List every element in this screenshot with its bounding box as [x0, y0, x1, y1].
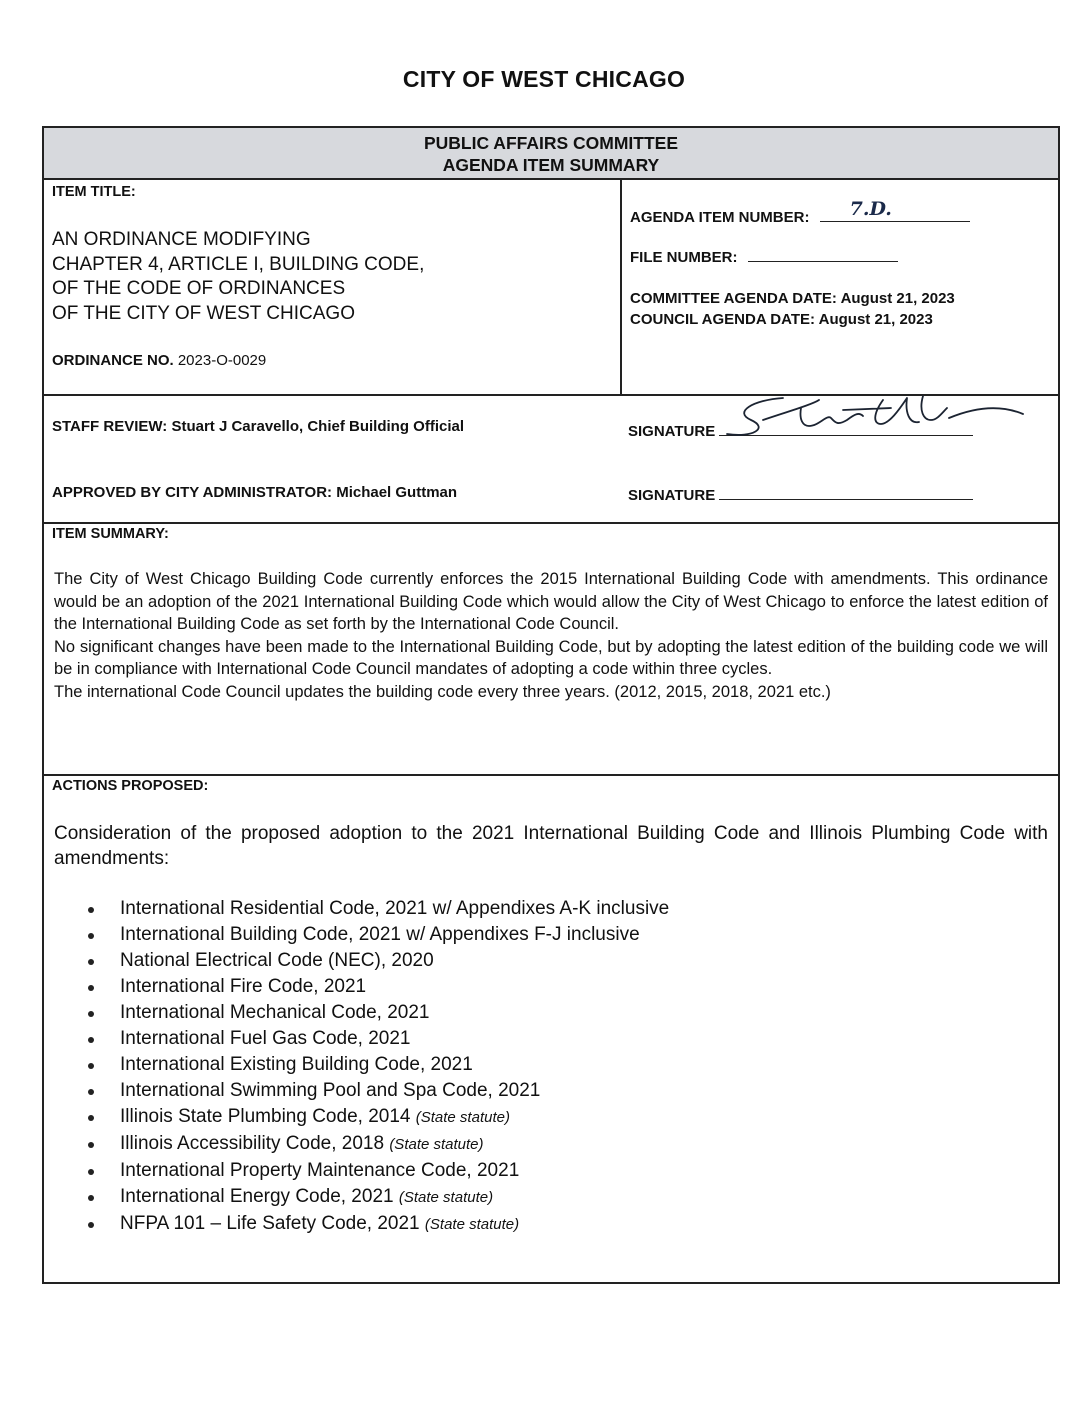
council-date-value: August 21, 2023 — [818, 311, 933, 328]
adopted-code-item — [84, 922, 984, 948]
adopted-code-item — [84, 1052, 984, 1078]
staff-signature-label: SIGNATURE — [628, 423, 716, 440]
adopted-code-text: International Building Code, 2021 w/ Appendixes F-J inclusive — [120, 924, 640, 945]
staff-review-label: STAFF REVIEW: — [52, 418, 168, 435]
adopted-code-text: International Existing Building Code, 2021 — [120, 1054, 473, 1075]
adopted-code-text: International Residential Code, 2021 w/ Appendixes A-K inclusive — [120, 898, 670, 919]
item-title-line: OF THE CODE OF ORDINANCES — [52, 278, 346, 299]
admin-approval-name: Michael Guttman — [336, 484, 458, 501]
admin-signature-label: SIGNATURE — [628, 487, 716, 504]
item-summary-section — [44, 524, 1058, 776]
adopted-code-item — [84, 1104, 984, 1131]
adopted-code-text: International Fire Code, 2021 — [120, 976, 367, 997]
city-title: CITY OF WEST CHICAGO — [402, 66, 686, 92]
adopted-codes-list — [84, 896, 984, 1238]
adopted-code-item — [84, 1078, 984, 1104]
staff-review-row — [52, 418, 464, 435]
agenda-dates — [630, 288, 955, 330]
item-title-line: AN ORDINANCE MODIFYING — [52, 229, 311, 250]
ordinance-number-value: 2023-O-0029 — [177, 352, 267, 369]
adopted-code-item — [84, 1158, 984, 1184]
adopted-code-text: National Electrical Code (NEC), 2020 — [120, 950, 434, 971]
file-number-label: FILE NUMBER: — [630, 249, 738, 266]
actions-intro-text: Consideration of the proposed adoption to the 2021 International Building Code and Illinois Plumbing Code with amendments: — [54, 823, 1048, 869]
summary-paragraph: No significant changes have been made to the International Building Code, but by adopting the latest edition of the building code we will be in compliance with International Code Council mandates of adopting a code within three cycles. — [54, 637, 1048, 678]
summary-type: AGENDA ITEM SUMMARY — [442, 155, 660, 175]
adopted-code-item — [84, 974, 984, 1000]
item-summary-text — [54, 568, 1048, 703]
admin-approval-row — [52, 484, 457, 501]
adopted-code-item — [84, 896, 984, 922]
council-date-row — [630, 309, 955, 330]
item-summary-label: ITEM SUMMARY: — [52, 526, 169, 542]
adopted-code-text: International Mechanical Code, 2021 — [120, 1002, 430, 1023]
file-number-row — [630, 246, 898, 266]
signature-scribble — [723, 390, 1033, 446]
ordinance-number-label: ORDINANCE NO. — [52, 352, 174, 369]
adopted-code-note: (State statute) — [389, 1136, 484, 1153]
agenda-item-number-row — [630, 198, 970, 226]
adopted-code-note: (State statute) — [415, 1109, 510, 1126]
council-date-label: COUNCIL AGENDA DATE: — [630, 311, 815, 328]
adopted-code-note: (State statute) — [424, 1216, 520, 1233]
review-section — [44, 396, 1058, 524]
admin-signature-row — [628, 484, 973, 504]
staff-signature-line — [719, 418, 973, 436]
agenda-item-number-label: AGENDA ITEM NUMBER: — [630, 209, 810, 226]
adopted-code-text: Illinois State Plumbing Code, 2014 — [120, 1106, 411, 1127]
committee-date-label: COMMITTEE AGENDA DATE: — [630, 290, 837, 307]
item-title-label: ITEM TITLE: — [52, 184, 136, 200]
item-title-section — [44, 180, 1058, 396]
committee-date-row — [630, 288, 955, 309]
item-title-line: OF THE CITY OF WEST CHICAGO — [52, 302, 355, 324]
adopted-code-note: (State statute) — [398, 1189, 494, 1206]
adopted-code-item — [84, 1184, 984, 1211]
adopted-code-text: International Property Maintenance Code, 2021 — [120, 1160, 520, 1181]
agenda-item-number-line — [820, 198, 970, 222]
summary-paragraph: The international Code Council updates the building code every three years. (2012, 2015, 2018, 2021 etc.) — [54, 682, 831, 701]
admin-signature-line — [719, 484, 973, 500]
staff-signature-row — [628, 418, 973, 440]
item-title-text — [52, 228, 424, 326]
adopted-code-text: International Swimming Pool and Spa Code, 2021 — [120, 1080, 541, 1101]
item-title-line: CHAPTER 4, ARTICLE I, BUILDING CODE, — [52, 253, 425, 275]
adopted-code-item — [84, 1211, 984, 1238]
adopted-code-text: International Energy Code, 2021 — [120, 1186, 394, 1207]
agenda-item-number-value: 7.D. — [849, 198, 892, 220]
adopted-code-text: NFPA 101 – Life Safety Code, 2021 — [120, 1213, 420, 1234]
adopted-code-item — [84, 1000, 984, 1026]
staff-review-name: Stuart J Caravello, Chief Building Official — [171, 418, 465, 435]
form-header — [44, 128, 1058, 180]
column-divider — [620, 180, 622, 394]
agenda-item-form — [42, 126, 1060, 1284]
adopted-code-text: Illinois Accessibility Code, 2018 — [120, 1133, 385, 1154]
adopted-code-item — [84, 1131, 984, 1158]
summary-paragraph: The City of West Chicago Building Code currently enforces the 2015 International Building Code with amendments. This ordinance would be an adoption of the 2021 International Building Code which would allow the City of West Chicago to enforce the latest edition of the International Building Code as set forth by the International Code Council. — [54, 570, 1048, 633]
ordinance-number-row — [52, 352, 266, 369]
actions-proposed-label: ACTIONS PROPOSED: — [52, 778, 209, 794]
actions-proposed-section — [44, 776, 1058, 1284]
committee-name: PUBLIC AFFAIRS COMMITTEE — [423, 133, 679, 153]
adopted-code-item — [84, 948, 984, 974]
adopted-code-text: International Fuel Gas Code, 2021 — [120, 1028, 411, 1049]
committee-date-value: August 21, 2023 — [840, 290, 955, 307]
adopted-code-item — [84, 1026, 984, 1052]
file-number-line — [748, 246, 898, 262]
admin-approval-label: APPROVED BY CITY ADMINISTRATOR: — [52, 484, 333, 501]
